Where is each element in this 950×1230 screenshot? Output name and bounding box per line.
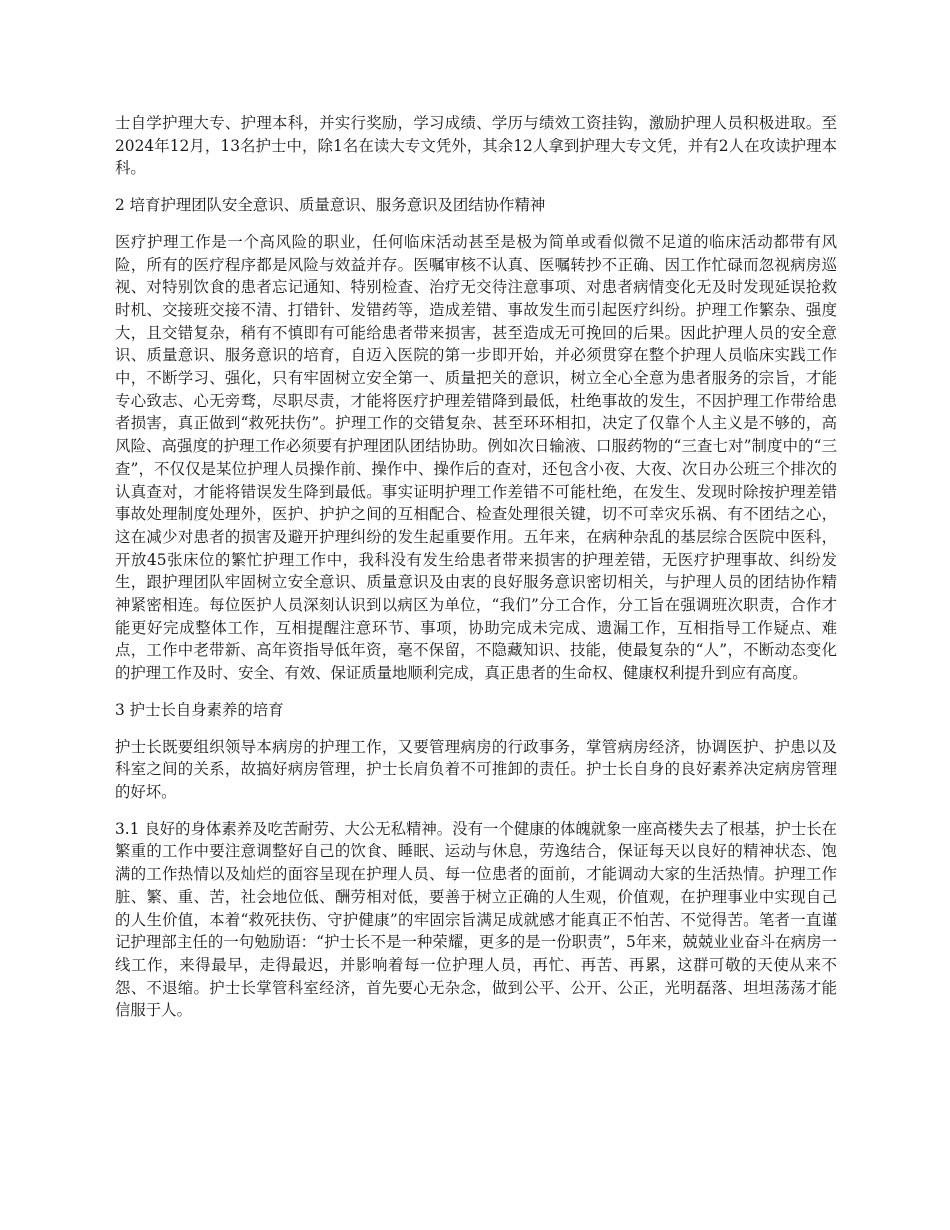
body-paragraph: 医疗护理工作是一个高风险的职业，任何临床活动甚至是极为简单或看似微不足道的临床活动都带有风险，所有的医疗程序都是风险与效益并存。医嘱审核不认真、医嘱转抄不正确、因工作忙碌而忽视病房巡视、对特别饮食的患者忘记通知、特别检查、治疗无交待注意事项、对患者病情变化无及时发现延误抢救时机、交接班交接不清、打错针、发错药等，造成差错、事故发生而引起医疗纠纷。护理工作繁杂、强度大，且交错复杂，稍有不慎即有可能给患者带来损害，甚至造成无可挽回的后果。因此护理人员的安全意识、质量意识、服务意识的培育，自迈入医院的第一步即开始，并必须贯穿在整个护理人员临床实践工作中，不断学习、强化，只有牢固树立安全第一、质量把关的意识，树立全心全意为患者服务的宗旨，才能专心致志、心无旁骛，尽职尽责，才能将医疗护理差错降到最低，杜绝事故的发生，不因护理工作带给患者损害，真正做到“救死扶伤”。护理工作的交错复杂、甚至环环相扣，决定了仅靠个人主义是不够的，高风险、高强度的护理工作必须要有护理团队团结协助。例如次日输液、口服药物的“三查七对”制度中的“三查”，不仅仅是某位护理人员操作前、操作中、操作后的查对，还包含小夜、大夜、次日办公班三个排次的认真查对，才能将错误发生降到最低。事实证明护理工作差错不可能杜绝，在发生、发现时除按护理差错事故处理制度处理外，医护、护护之间的互相配合、检查处理很关键，切不可幸灾乐祸、有不团结之心，这在减少对患者的损害及避开护理纠纷的发生起重要作用。五年来，在病种杂乱的基层综合医院中医科，开放45张床位的繁忙护理工作中，我科没有发生给患者带来损害的护理差错，无医疗护理事故、纠纷发生，跟护理团队牢固树立安全意识、质量意识及由衷的良好服务意识密切相关，与护理人员的团结协作精神紧密相连。每位医护人员深刻认识到以病区为单位，“我们”分工合作，分工旨在强调班次职责，合作才能更好完成整体工作，互相提醒注意环节、事项，协助完成未完成、遗漏工作，互相指导工作疑点、难点，工作中老带新、高年资指导低年资，毫不保留，不隐藏知识、技能，使最复杂的“人”，不断动态变化的护理工作及时、安全、有效、保证质量地顺利完成，真正患者的生命权、健康权利提升到应有高度。 (115, 232, 837, 683)
section-heading: 3 护士长自身素养的培育 (115, 700, 284, 719)
document-page (115, 112, 837, 1036)
body-paragraph: 3.1 良好的身体素养及吃苦耐劳、大公无私精神。没有一个健康的体魄就象一座高楼失去了根基，护士长在繁重的工作中要注意调整好自己的饮食、睡眠、运动与休息，劳逸结合，保证每天以良好的精神状态、饱满的工作热情以及灿烂的面容呈现在护理人员、每一位患者的面前，才能调动大家的生活热情。护理工作脏、繁、重、苦，社会地位低、酬劳相对低，要善于树立正确的人生观，价值观，在护理事业中实现自己的人生价值，本着“救死扶伤、守护健康”的牢固宗旨满足成就感才能真正不怕苦、不觉得苦。笔者一直谨记护理部主任的一句勉励语：“护士长不是一种荣耀，更多的是一份职责”，5年来，兢兢业业奋斗在病房一线工作，来得最早，走得最迟，并影响着每一位护理人员，再忙、再苦、再累，这群可敬的天使从来不怨、不退缩。护士长掌管科室经济，首先要心无杂念，做到公平、公开、公正，光明磊落、坦坦荡荡才能信服于人。 (115, 819, 837, 1020)
body-paragraph: 士自学护理大专、护理本科，并实行奖励，学习成绩、学历与绩效工资挂钩，激励护理人员积极进取。至2024年12月，13名护士中，除1名在读大专文凭外，其余12人拿到护理大专文凭，并有2人在攻读护理本科。 (115, 114, 837, 178)
section-heading: 2 培育护理团队安全意识、质量意识、服务意识及团结协作精神 (115, 196, 546, 215)
body-paragraph: 护士长既要组织领导本病房的护理工作，又要管理病房的行政事务，掌管病房经济，协调医护、护患以及科室之间的关系，故搞好病房管理，护士长肩负着不可推卸的责任。护士长自身的良好素养决定病房管理的好坏。 (115, 737, 837, 801)
